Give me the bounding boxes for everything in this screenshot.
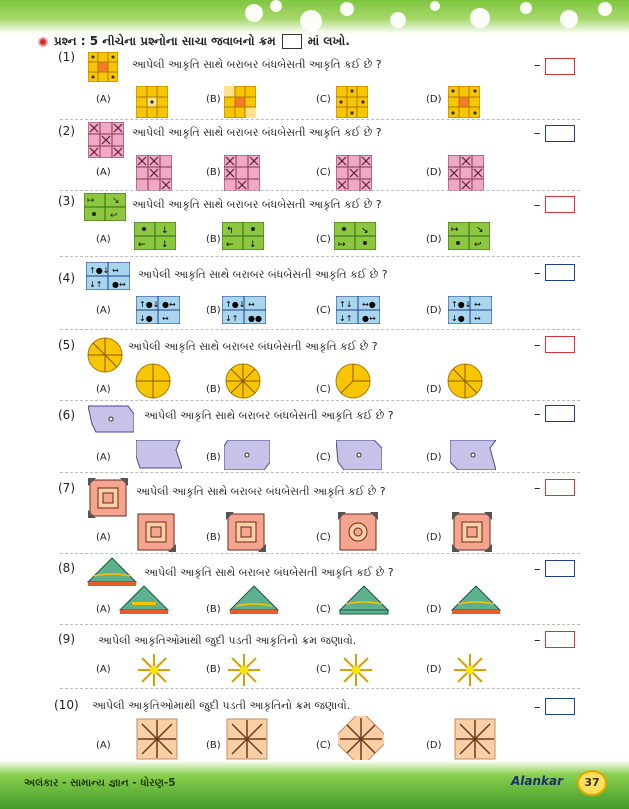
svg-text:↘: ↘ xyxy=(112,196,120,206)
option-a-label: (A) xyxy=(96,167,111,178)
option-d-label: (D) xyxy=(426,604,442,615)
question-text: આપેલી આકૃતિ સાથે બરાબર બંધબેસતી આકૃતિ કઈ છે ? xyxy=(128,340,378,353)
option-a-label: (A) xyxy=(96,604,111,615)
decor-bubble xyxy=(300,10,322,32)
decor-bubble xyxy=(270,0,282,12)
option-b-label: (B) xyxy=(206,167,221,178)
q2-option-b-figure[interactable] xyxy=(224,155,260,191)
svg-text:←: ← xyxy=(138,240,146,250)
question-text: આપેલી આકૃતિ સાથે બરાબર બંધબેસતી આકૃતિ કઈ છે ? xyxy=(132,198,382,211)
svg-text:●●: ●● xyxy=(248,314,262,323)
option-a-label: (A) xyxy=(96,94,111,105)
option-d-label: (D) xyxy=(426,532,442,543)
q8-option-a-figure[interactable] xyxy=(118,584,170,616)
decor-bubble xyxy=(470,8,490,28)
separator xyxy=(60,688,580,689)
option-d-label: (D) xyxy=(426,94,442,105)
q7-option-a-figure[interactable] xyxy=(136,512,176,552)
dash: – xyxy=(534,633,541,648)
option-d-label: (D) xyxy=(426,234,442,245)
option-b-label: (B) xyxy=(206,234,221,245)
answer-box[interactable] xyxy=(545,405,575,422)
brand-logo: Alankar xyxy=(511,774,564,788)
page-number: 37 xyxy=(577,770,607,796)
separator xyxy=(60,472,580,473)
svg-text:↓↑: ↓↑ xyxy=(339,314,353,323)
option-c-label: (C) xyxy=(316,167,331,178)
svg-text:↓●: ↓● xyxy=(451,314,465,323)
q2-given-figure xyxy=(88,122,124,158)
decor-bubble xyxy=(520,2,532,14)
answer-box-sample xyxy=(282,34,302,49)
q9-option-c-figure[interactable] xyxy=(338,652,374,688)
q10-option-b-figure[interactable] xyxy=(224,716,270,762)
q10-option-d-figure[interactable] xyxy=(452,716,498,762)
section-title xyxy=(38,34,350,49)
question-number: (8) xyxy=(58,561,75,575)
q6-option-d-figure[interactable] xyxy=(450,440,496,470)
q1-option-b-figure[interactable] xyxy=(224,86,256,118)
bullet-icon xyxy=(38,37,48,47)
answer-box[interactable] xyxy=(545,264,575,281)
option-a-label: (A) xyxy=(96,384,111,395)
question-text: આપેલી આકૃતિ સાથે બરાબર બંધબેસતી આકૃતિ કઈ છે ? xyxy=(132,126,382,139)
decor-bubble xyxy=(430,1,440,11)
dash: – xyxy=(534,58,541,73)
svg-text:↘: ↘ xyxy=(361,226,369,236)
svg-text:↦: ↦ xyxy=(451,225,459,235)
footer-text: અલંકાર - સામાન્ય જ્ઞાન - ધોરણ-5 xyxy=(24,777,176,789)
decor-bubble xyxy=(340,2,354,16)
q4-given-figure xyxy=(86,262,130,290)
option-d-label: (D) xyxy=(426,167,442,178)
option-d-label: (D) xyxy=(426,452,442,463)
title-text-right: માં લખો. xyxy=(307,34,350,48)
q9-option-a-figure[interactable] xyxy=(136,652,172,688)
decor-bubble xyxy=(245,4,263,22)
question-text: આપેલી આકૃતિ સાથે બરાબર બંધબેસતી આકૃતિ કઈ છે ? xyxy=(136,485,386,498)
decor-bubble xyxy=(560,10,578,28)
svg-text:↓: ↓ xyxy=(249,240,257,250)
answer-box[interactable] xyxy=(545,698,575,715)
answer-box[interactable] xyxy=(545,479,575,496)
dash: – xyxy=(534,407,541,422)
q4-option-c-figure[interactable] xyxy=(336,296,380,324)
q1-given-figure xyxy=(88,52,118,82)
question-number: (7) xyxy=(58,481,75,495)
q8-option-d-figure[interactable] xyxy=(450,584,502,616)
question-text: આપેલી આકૃતિઓમાંથી જુદી પડતી આકૃતિનો ક્રમ જણાવો. xyxy=(92,699,351,712)
q10-option-c-figure[interactable] xyxy=(338,716,384,762)
question-text: આપેલી આકૃતિઓમાંથી જુદી પડતી આકૃતિનો ક્રમ જણાવો. xyxy=(98,634,357,647)
option-b-label: (B) xyxy=(206,532,221,543)
option-a-label: (A) xyxy=(96,234,111,245)
answer-box[interactable] xyxy=(545,125,575,142)
q10-option-a-figure[interactable] xyxy=(134,716,180,762)
separator xyxy=(60,329,580,330)
option-c-label: (C) xyxy=(316,94,331,105)
answer-box[interactable] xyxy=(545,336,575,353)
dash: – xyxy=(534,700,541,715)
decor-bubble xyxy=(390,12,406,28)
separator xyxy=(60,190,580,191)
svg-text:↦: ↦ xyxy=(87,196,95,206)
decor-bubble xyxy=(598,2,612,16)
q5-option-c-figure[interactable] xyxy=(334,362,372,400)
option-a-label: (A) xyxy=(96,532,111,543)
q3-option-a-figure[interactable] xyxy=(134,222,176,250)
q6-option-a-figure[interactable] xyxy=(136,440,182,470)
q6-option-c-figure[interactable] xyxy=(336,440,382,470)
separator xyxy=(60,256,580,257)
dash: – xyxy=(534,338,541,353)
separator xyxy=(60,119,580,120)
answer-box[interactable] xyxy=(545,58,575,75)
option-b-label: (B) xyxy=(206,94,221,105)
answer-box[interactable] xyxy=(545,560,575,577)
question-text: આપેલી આકૃતિ સાથે બરાબર બંધબેસતી આકૃતિ કઈ છે ? xyxy=(144,409,394,422)
q7-option-b-figure[interactable] xyxy=(226,512,266,552)
svg-text:↔: ↔ xyxy=(248,300,255,309)
q7-given-figure xyxy=(88,478,128,518)
q2-option-a-figure[interactable] xyxy=(136,155,172,191)
dash: – xyxy=(534,126,541,141)
option-d-label: (D) xyxy=(426,384,442,395)
q6-given-figure xyxy=(88,404,134,434)
svg-text:↩: ↩ xyxy=(110,211,118,221)
question-number: (5) xyxy=(58,338,75,352)
q5-option-d-figure[interactable] xyxy=(446,362,484,400)
option-b-label: (B) xyxy=(206,740,221,751)
svg-text:↑●↓: ↑●↓ xyxy=(451,300,472,309)
question-number: (3) xyxy=(58,194,75,208)
q7-option-c-figure[interactable] xyxy=(338,512,378,552)
svg-text:↓: ↓ xyxy=(161,226,169,236)
q5-given-figure xyxy=(86,336,124,374)
svg-text:↓: ↓ xyxy=(161,240,169,250)
q2-option-c-figure[interactable] xyxy=(336,155,372,191)
option-c-label: (C) xyxy=(316,384,331,395)
svg-text:↓↑: ↓↑ xyxy=(225,314,239,323)
svg-text:●↔: ●↔ xyxy=(362,314,376,323)
q5-option-b-figure[interactable] xyxy=(224,362,262,400)
q5-option-a-figure[interactable] xyxy=(134,362,172,400)
svg-text:↔: ↔ xyxy=(112,266,119,275)
option-c-label: (C) xyxy=(316,234,331,245)
q1-option-d-figure[interactable] xyxy=(448,86,480,118)
svg-text:↑↓: ↑↓ xyxy=(339,300,353,309)
q8-option-c-figure[interactable] xyxy=(338,584,390,616)
option-a-label: (A) xyxy=(96,305,111,316)
q3-given-figure xyxy=(84,193,126,221)
title-text-left: પ્રશ્ન : 5 નીચેના પ્રશ્નોના સાચા જવાબનો ક્રમ xyxy=(54,34,276,48)
option-a-label: (A) xyxy=(96,740,111,751)
option-d-label: (D) xyxy=(426,664,442,675)
question-text: આપેલી આકૃતિ સાથે બરાબર બંધબેસતી આકૃતિ કઈ છે ? xyxy=(132,58,382,71)
dash: – xyxy=(534,562,541,577)
question-number: (6) xyxy=(58,408,75,422)
q9-option-b-figure[interactable] xyxy=(226,652,262,688)
option-b-label: (B) xyxy=(206,452,221,463)
svg-text:←: ← xyxy=(226,240,234,250)
option-c-label: (C) xyxy=(316,305,331,316)
question-text: આપેલી આકૃતિ સાથે બરાબર બંધબેસતી આકૃતિ કઈ છે ? xyxy=(138,268,388,281)
question-text: આપેલી આકૃતિ સાથે બરાબર બંધબેસતી આકૃતિ કઈ છે ? xyxy=(144,566,394,579)
q1-option-a-figure[interactable] xyxy=(136,86,168,118)
answer-box[interactable] xyxy=(545,631,575,648)
svg-text:↰: ↰ xyxy=(226,226,234,236)
question-number: (4) xyxy=(58,271,75,285)
question-number: (1) xyxy=(58,50,75,64)
answer-box[interactable] xyxy=(545,196,575,213)
separator xyxy=(60,400,580,401)
svg-text:↑●↓: ↑●↓ xyxy=(139,300,160,309)
question-number: (2) xyxy=(58,124,75,138)
option-c-label: (C) xyxy=(316,604,331,615)
option-c-label: (C) xyxy=(316,664,331,675)
svg-text:●↔: ●↔ xyxy=(112,280,126,289)
option-d-label: (D) xyxy=(426,305,442,316)
option-a-label: (A) xyxy=(96,452,111,463)
question-number: (9) xyxy=(58,632,75,646)
svg-text:↦: ↦ xyxy=(338,240,346,250)
option-c-label: (C) xyxy=(316,532,331,543)
option-d-label: (D) xyxy=(426,740,442,751)
question-number: (10) xyxy=(54,698,79,712)
svg-text:↔: ↔ xyxy=(474,300,481,309)
separator xyxy=(60,624,580,625)
option-c-label: (C) xyxy=(316,740,331,751)
dash: – xyxy=(534,266,541,281)
svg-text:↘: ↘ xyxy=(476,225,484,235)
q4-option-b-figure[interactable] xyxy=(222,296,266,324)
option-b-label: (B) xyxy=(206,384,221,395)
dash: – xyxy=(534,481,541,496)
svg-text:↔: ↔ xyxy=(162,314,169,323)
q3-option-c-figure[interactable] xyxy=(334,222,376,250)
q3-option-d-figure[interactable] xyxy=(448,222,490,250)
q6-option-b-figure[interactable] xyxy=(224,440,270,470)
q4-option-a-figure[interactable] xyxy=(136,296,180,324)
dash: – xyxy=(534,198,541,213)
svg-text:↑●↓: ↑●↓ xyxy=(89,266,110,275)
svg-text:↓↑: ↓↑ xyxy=(89,280,103,289)
option-a-label: (A) xyxy=(96,664,111,675)
svg-text:↔●: ↔● xyxy=(362,300,376,309)
svg-text:↩: ↩ xyxy=(474,240,482,250)
separator xyxy=(60,553,580,554)
option-c-label: (C) xyxy=(316,452,331,463)
q7-option-d-figure[interactable] xyxy=(452,512,492,552)
q8-option-b-figure[interactable] xyxy=(228,584,280,616)
svg-text:↓●: ↓● xyxy=(139,314,153,323)
option-b-label: (B) xyxy=(206,305,221,316)
q4-option-d-figure[interactable] xyxy=(448,296,492,324)
option-b-label: (B) xyxy=(206,664,221,675)
svg-text:●↔: ●↔ xyxy=(162,300,176,309)
option-b-label: (B) xyxy=(206,604,221,615)
q9-option-d-figure[interactable] xyxy=(452,652,488,688)
svg-text:↑●↓: ↑●↓ xyxy=(225,300,246,309)
q2-option-d-figure[interactable] xyxy=(448,155,484,191)
svg-text:↔: ↔ xyxy=(474,314,481,323)
q3-option-b-figure[interactable] xyxy=(222,222,264,250)
q1-option-c-figure[interactable] xyxy=(336,86,368,118)
